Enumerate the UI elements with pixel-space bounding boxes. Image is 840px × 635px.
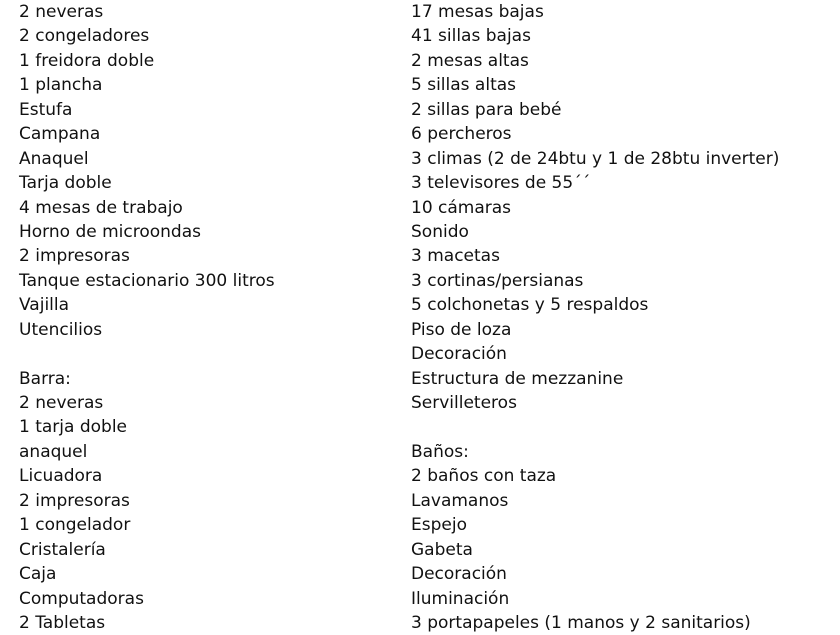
section-heading-banos: Baños: <box>411 441 469 462</box>
list-item: Decoración <box>411 344 507 365</box>
list-item: anaquel <box>19 441 88 462</box>
list-item: Espejo <box>411 515 467 536</box>
list-item: 3 portapapeles (1 manos y 2 sanitarios) <box>411 612 751 633</box>
list-item: 2 baños con taza <box>411 466 557 487</box>
list-item: Iluminación <box>411 588 510 609</box>
list-item: Cristalería <box>19 539 106 560</box>
list-item: 3 climas (2 de 24btu y 1 de 28btu inverter) <box>411 148 780 169</box>
list-item: 41 sillas bajas <box>411 26 531 47</box>
list-item: Servilleteros <box>411 393 517 413</box>
list-item: Caja <box>19 564 57 585</box>
inventory-list-left <box>19 0 379 635</box>
list-item: Horno de microondas <box>19 221 201 242</box>
list-item: 1 plancha <box>19 75 103 96</box>
list-item: Piso de loza <box>411 319 512 340</box>
list-item: Vajilla <box>19 295 70 316</box>
list-item: 17 mesas bajas <box>411 2 544 22</box>
list-item: Tarja doble <box>19 173 112 194</box>
list-item: 1 tarja doble <box>19 417 128 438</box>
list-item: 2 impresoras <box>19 246 130 267</box>
list-item: Utencilios <box>19 319 103 340</box>
list-item: 2 neveras <box>19 2 104 22</box>
list-item: Tanque estacionario 300 litros <box>19 270 275 291</box>
list-item: 10 cámaras <box>411 197 512 218</box>
list-item: 2 Tabletas <box>19 612 106 633</box>
list-item: Campana <box>19 124 101 145</box>
list-item: 3 televisores de 55´´ <box>411 173 591 194</box>
list-item: Lavamanos <box>411 490 509 511</box>
list-item: 2 sillas para bebé <box>411 99 562 120</box>
list-item: 3 macetas <box>411 246 500 267</box>
list-item: 4 mesas de trabajo <box>19 197 183 218</box>
section-heading-barra: Barra: <box>19 368 71 389</box>
list-item: Anaquel <box>19 148 89 169</box>
list-item: 2 mesas altas <box>411 50 529 71</box>
list-item: 1 freidora doble <box>19 50 155 71</box>
list-item: 2 neveras <box>19 393 104 413</box>
list-item: Estructura de mezzanine <box>411 368 624 389</box>
list-item: Gabeta <box>411 539 473 560</box>
inventory-list-right <box>411 0 836 635</box>
list-item: Estufa <box>19 99 73 120</box>
list-item: Computadoras <box>19 588 144 609</box>
list-item: 2 congeladores <box>19 26 150 47</box>
list-item: Sonido <box>411 221 469 242</box>
list-item: 3 cortinas/persianas <box>411 270 584 291</box>
list-item: 6 percheros <box>411 124 512 145</box>
blank-line <box>19 342 379 366</box>
list-item: Decoración <box>411 564 507 585</box>
blank-line <box>411 415 836 439</box>
list-item: 5 colchonetas y 5 respaldos <box>411 295 649 316</box>
list-item: 5 sillas altas <box>411 75 517 96</box>
list-item: Licuadora <box>19 466 103 487</box>
list-item: 1 congelador <box>19 515 131 536</box>
list-item: 2 impresoras <box>19 490 130 511</box>
